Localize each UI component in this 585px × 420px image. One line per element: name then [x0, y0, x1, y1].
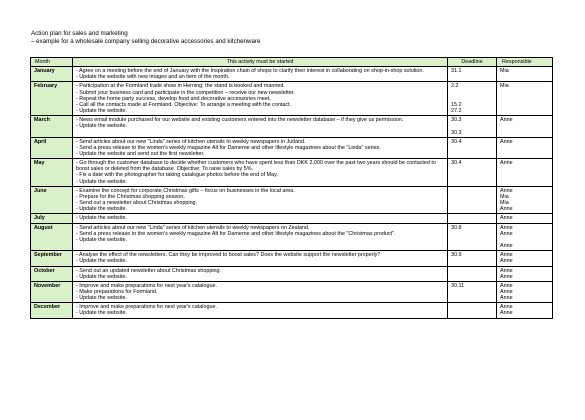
deadline-cell	[448, 137, 497, 158]
activity-line: - Update the website.	[76, 178, 127, 185]
responsible-value: Anne	[500, 267, 513, 274]
activity-line: - Participation at the Formland trade show in Herning; the stand is booked and manned.	[76, 83, 285, 90]
table-row	[31, 251, 553, 266]
responsible-value: Anne	[500, 117, 513, 124]
deadline-value: 30.4	[451, 138, 462, 145]
deadline-cell	[448, 303, 497, 318]
activity-cell	[73, 223, 448, 251]
deadline-cell	[448, 214, 497, 223]
deadline-cell	[448, 159, 497, 187]
activity-line: - Agree on a meeting before the end of January with the Inspiration chain of shops to clarify their interest in collaborating on shop-in-shop solution.	[76, 68, 424, 75]
responsible-value: Anne	[500, 138, 513, 145]
responsible-value: Mia	[500, 83, 509, 90]
responsible-cell	[497, 281, 553, 302]
responsible-cell	[497, 214, 553, 223]
activity-line: - Go through the customer database to decide whether customers who have spent less than DKK 2,000 over the past two years should be contacted to boost sales or deleted from the database. Objective: To raise sales by 5%.	[76, 160, 436, 173]
deadline-value: 30.8	[451, 224, 462, 231]
activity-line: - Send articles about our new "Linda" series of kitchen utensils to weekly newspapers on Zealand.	[76, 224, 310, 231]
activity-line: - Send articles about our new "Linda" series of kitchen utensils to weekly newspapers in Jutland.	[76, 138, 306, 145]
table-row	[31, 266, 553, 281]
column-header-responsible: Responsible	[497, 58, 553, 67]
activity-line: - Analyse the effect of the newsletters. Can they be improved to boost sales? Does the website support the newsletter properly?	[76, 252, 381, 259]
deadline-value: 15.2	[451, 101, 462, 108]
activity-line: - Make preparations for Formland.	[76, 288, 158, 295]
responsible-cell	[497, 251, 553, 266]
month-cell: February	[31, 82, 73, 116]
table-row	[31, 67, 553, 82]
deadline-cell	[448, 186, 497, 214]
responsible-cell	[497, 67, 553, 82]
action-plan-table	[30, 57, 553, 319]
activity-line: - Prepare for the Christmas shopping season.	[76, 193, 185, 200]
responsible-cell	[497, 137, 553, 158]
activity-line: - Update the website.	[76, 295, 127, 302]
activity-cell	[73, 281, 448, 302]
month-cell: January	[31, 67, 73, 82]
table-row	[31, 137, 553, 158]
deadline-cell	[448, 67, 497, 82]
responsible-value: Anne	[500, 187, 513, 194]
table-row	[31, 116, 553, 137]
activity-line: - Update the website with new images and an item of the month.	[76, 74, 230, 81]
deadline-value: 30.3	[451, 117, 462, 124]
activity-line: - Send out an updated newsletter about Christmas shopping.	[76, 267, 222, 274]
responsible-value: Anne	[500, 273, 513, 280]
responsible-cell	[497, 266, 553, 281]
deadline-value: 30.11	[451, 282, 465, 289]
responsible-value: Anne	[500, 230, 513, 237]
activity-cell	[73, 266, 448, 281]
activity-line: - Update the website.	[76, 273, 127, 280]
deadline-cell	[448, 251, 497, 266]
month-cell: December	[31, 303, 73, 318]
document-title: Action plan for sales and marketing	[31, 30, 128, 37]
activity-cell	[73, 214, 448, 223]
month-cell: November	[31, 281, 73, 302]
responsible-value: Mia	[500, 200, 509, 207]
month-cell: October	[31, 266, 73, 281]
activity-line: - Submit your business card and participate in the competition – receive our new newsletter.	[76, 89, 295, 96]
responsible-value: Mia	[500, 193, 509, 200]
activity-line: - Send a press release to the women's weekly magazine Alt for Damerne and other lifestyle magazines about the "Christmas product".	[76, 230, 396, 237]
responsible-value: Anne	[500, 295, 513, 302]
responsible-cell	[497, 82, 553, 116]
table-row	[31, 214, 553, 223]
responsible-value: Anne	[500, 304, 513, 311]
activity-line: - News email module purchased for our website and existing customers entered into the newsletter database – if they give us permission.	[76, 117, 404, 124]
month-cell: August	[31, 223, 73, 251]
responsible-cell	[497, 116, 553, 137]
month-cell: June	[31, 186, 73, 214]
activity-line: - Call all the contacts made at Formland. Objective: To arrange a meeting with the contact.	[76, 101, 292, 108]
responsible-value: Anne	[500, 282, 513, 289]
responsible-value: Anne	[500, 160, 513, 167]
month-cell	[31, 251, 73, 266]
activity-line: - Send a press release to the women's weekly magazine Alt for Damerne and other lifestyle magazines about the "Linda" series.	[76, 144, 381, 151]
month-cell: May	[31, 159, 73, 187]
month-cell: July	[31, 214, 73, 223]
document-subtitle: – example for a wholesale company selling decorative accessories and kitchenware	[31, 37, 261, 45]
table-header-row	[31, 58, 553, 67]
activity-line: - Update the website and send out the first newsletter.	[76, 151, 205, 158]
activity-line: - Fix a date with the photographer for taking catalogue photos before the end of May.	[76, 172, 278, 179]
activity-cell	[73, 67, 448, 82]
responsible-cell	[497, 159, 553, 187]
deadline-cell	[448, 281, 497, 302]
deadline-value: 30.3	[451, 129, 462, 136]
table-row	[31, 303, 553, 318]
column-header-month: Month	[31, 58, 73, 67]
activity-cell	[73, 116, 448, 137]
table-row	[31, 186, 553, 214]
deadline-value: 27.2	[451, 108, 462, 115]
activity-cell	[73, 137, 448, 158]
activity-line: - Update the website.	[76, 236, 127, 243]
deadline-value: 30.4	[451, 160, 462, 167]
responsible-value: Anne	[500, 310, 513, 317]
month-cell: March	[31, 116, 73, 137]
deadline-cell	[448, 116, 497, 137]
activity-line: - Improve and make preparations for next year's catalogue.	[76, 304, 217, 311]
table-row	[31, 281, 553, 302]
activity-cell	[73, 251, 448, 266]
deadline-cell	[448, 266, 497, 281]
activity-line: - Send out a newsletter about Christmas shopping.	[76, 200, 198, 207]
document-header	[31, 30, 260, 45]
activity-line: - Update the website.	[76, 123, 127, 130]
responsible-cell	[497, 303, 553, 318]
responsible-value: Mia	[500, 68, 509, 75]
responsible-value: Anne	[500, 215, 513, 222]
month-label: September	[34, 252, 62, 259]
activity-line: - Update the website.	[76, 108, 127, 115]
month-cell: April	[31, 137, 73, 158]
deadline-cell	[448, 223, 497, 251]
responsible-cell	[497, 223, 553, 251]
deadline-cell	[448, 82, 497, 116]
activity-line: - Repeat the home party success, develop food and decorative accessories meet.	[76, 95, 271, 102]
activity-line: - Update the website.	[76, 215, 127, 222]
responsible-value: Anne	[500, 288, 513, 295]
activity-line: - Examine the concept for corporate Christmas gifts – focus on businesses in the local area.	[76, 187, 295, 194]
activity-cell	[73, 159, 448, 187]
column-header-deadline: Deadline	[448, 58, 497, 67]
activity-cell	[73, 82, 448, 116]
activity-cell	[73, 303, 448, 318]
activity-line: - Update the website.	[76, 206, 127, 213]
activity-line: - Update the website.	[76, 258, 127, 265]
responsible-value: Anne	[500, 243, 513, 250]
responsible-value: Anne	[500, 224, 513, 231]
activity-cell	[73, 186, 448, 214]
activity-line: - Improve and make preparations for next year's catalogue.	[76, 282, 217, 289]
table-row	[31, 82, 553, 116]
table-row	[31, 223, 553, 251]
deadline-value: 2.2	[451, 83, 459, 90]
table-row	[31, 159, 553, 187]
responsible-value: Anne	[500, 258, 513, 265]
deadline-value: 31.1	[451, 68, 462, 75]
activity-line: - Update the website.	[76, 310, 127, 317]
responsible-value: Anne	[500, 206, 513, 213]
column-header-activity: This activity must be started	[73, 58, 448, 67]
responsible-value: Anne	[500, 252, 513, 259]
deadline-value: 30.9	[451, 252, 462, 259]
responsible-cell	[497, 186, 553, 214]
